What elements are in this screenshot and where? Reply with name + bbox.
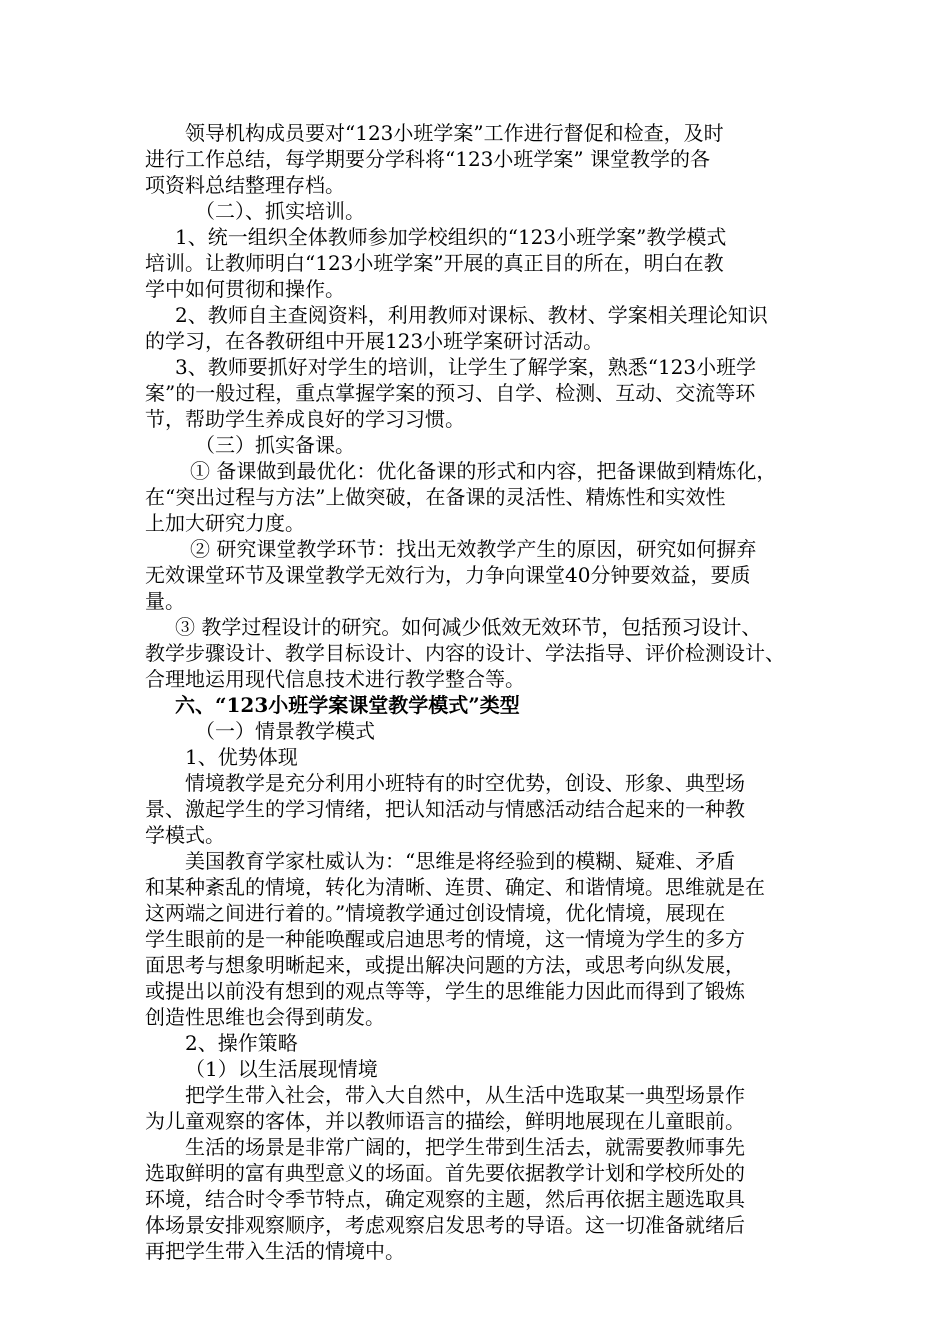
paragraph	[145, 536, 825, 614]
text-line: 和某种紊乱的情境，转化为清晰、连贯、确定、和谐情境。思维就是在	[145, 875, 765, 899]
paragraph	[145, 458, 825, 536]
text-line: 节，帮助学生养成良好的学习习惯。	[145, 407, 465, 431]
text-line: ③ 教学过程设计的研究。如何减少低效无效环节，包括预习设计、	[175, 615, 762, 639]
text-line: 合理地运用现代信息技术进行教学整合等。	[145, 667, 525, 691]
text-line: 培训。让教师明白“123小班学案”开展的真正目的所在，明白在教	[145, 251, 724, 275]
text-line: 把学生带入社会，带入大自然中，从生活中选取某一典型场景作	[185, 1083, 745, 1107]
text-line: 学生眼前的是一种能唤醒或启迪思考的情境，这一情境为学生的多方	[145, 927, 745, 951]
text-line: 美国教育学家杜威认为：“思维是将经验到的模糊、疑难、矛盾	[185, 849, 736, 873]
text-line: 体场景安排观察顺序，考虑观察启发思考的导语。这一切准备就绪后	[145, 1213, 745, 1237]
text-line: 2、操作策略	[185, 1031, 298, 1055]
text-line: 这两端之间进行着的。”情境教学通过创设情境，优化情境，展现在	[145, 901, 726, 925]
paragraph	[145, 198, 825, 224]
paragraph	[145, 1030, 825, 1056]
text-line: （一）情景教学模式	[195, 719, 375, 743]
text-line: 再把学生带入生活的情境中。	[145, 1239, 405, 1263]
paragraph	[145, 432, 825, 458]
text-line: 在“突出过程与方法”上做突破，在备课的灵活性、精炼性和实效性	[145, 485, 726, 509]
paragraph	[145, 224, 825, 302]
paragraph	[145, 1134, 825, 1264]
paragraph	[145, 744, 825, 770]
text-line: 学模式。	[145, 823, 225, 847]
paragraph	[145, 354, 825, 432]
text-line: 创造性思维也会得到萌发。	[145, 1005, 385, 1029]
text-line: 1、优势体现	[185, 745, 298, 769]
paragraph	[145, 1082, 825, 1134]
document-body	[145, 120, 825, 1264]
text-line: 案”的一般过程，重点掌握学案的预习、自学、检测、互动、交流等环	[145, 381, 756, 405]
text-line: 景、激起学生的学习情绪，把认知活动与情感活动结合起来的一种教	[145, 797, 745, 821]
text-line: ② 研究课堂教学环节：找出无效教学产生的原因，研究如何摒弃	[190, 537, 757, 561]
text-line: 环境，结合时令季节特点，确定观察的主题，然后再依据主题选取具	[145, 1187, 745, 1211]
text-line: 选取鲜明的富有典型意义的场面。首先要依据教学计划和学校所处的	[145, 1161, 745, 1185]
paragraph	[145, 302, 825, 354]
paragraph	[145, 848, 825, 1030]
paragraph	[145, 120, 825, 198]
text-line: ① 备课做到最优化：优化备课的形式和内容，把备课做到精炼化，	[190, 459, 777, 483]
text-line: （二）、抓实培训。	[195, 199, 365, 223]
paragraph	[145, 718, 825, 744]
paragraph	[145, 770, 825, 848]
text-line: 的学习，在各教研组中开展123小班学案研讨活动。	[145, 329, 604, 353]
text-line: （三）抓实备课。	[195, 433, 355, 457]
text-line: 情境教学是充分利用小班特有的时空优势，创设、形象、典型场	[185, 771, 745, 795]
paragraph	[145, 614, 825, 692]
text-line: 生活的场景是非常广阔的，把学生带到生活去，就需要教师事先	[185, 1135, 745, 1159]
text-line: 进行工作总结，每学期要分学科将“123小班学案” 课堂教学的各	[145, 147, 710, 171]
text-line: 无效课堂环节及课堂教学无效行为，力争向课堂40分钟要效益，要质	[145, 563, 751, 587]
text-line: 或提出以前没有想到的观点等等，学生的思维能力因此而得到了锻炼	[145, 979, 745, 1003]
text-line: 学中如何贯彻和操作。	[145, 277, 345, 301]
text-line: 为儿童观察的客体，并以教师语言的描绘，鲜明地展现在儿童眼前。	[145, 1109, 745, 1133]
text-line: 上加大研究力度。	[145, 511, 305, 535]
text-line: 1、统一组织全体教师参加学校组织的“123小班学案”教学模式	[175, 225, 727, 249]
paragraph	[145, 1056, 825, 1082]
text-line: 2、教师自主查阅资料，利用教师对课标、教材、学案相关理论知识	[175, 303, 768, 327]
text-line: 教学步骤设计、教学目标设计、内容的设计、学法指导、评价检测设计、	[145, 641, 785, 665]
text-line: 面思考与想象明晰起来，或提出解决问题的方法，或思考向纵发展，	[145, 953, 745, 977]
text-line: 六、“123小班学案课堂教学模式”类型	[175, 693, 520, 717]
section-heading	[145, 692, 825, 718]
text-line: 量。	[145, 589, 185, 613]
text-line: （1）以生活展现情境	[185, 1057, 378, 1081]
text-line: 领导机构成员要对“123小班学案”工作进行督促和检查，及时	[185, 121, 724, 145]
text-line: 3、教师要抓好对学生的培训，让学生了解学案，熟悉“123小班学	[175, 355, 757, 379]
text-line: 项资料总结整理存档。	[145, 173, 345, 197]
